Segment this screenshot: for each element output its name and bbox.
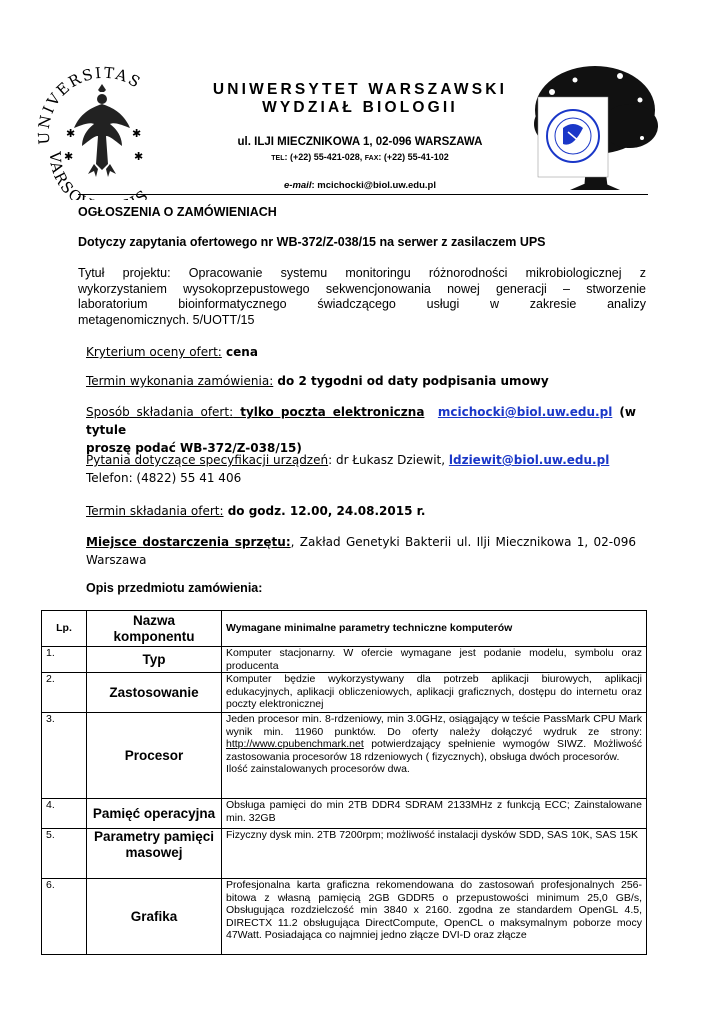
header-email: e-mail: mcichocki@biol.uw.edu.pl [284, 180, 436, 191]
table-header-row [42, 611, 647, 647]
component-desc: Jeden procesor min. 8-rdzeniowy, min 3.0GHz, osiągający w teście PassMark CPU Mark wynik min. 11960 punktów. Do oferty należy dołączyć wydruk ze strony: http://www.cpubenchmark.net potwierdzający spełnienie wymogów SIWZ. Możliwość zastosowania procesorów 18 rdzeniowych ( fizycznych), obsługa dwóch procesorów. Ilość zainstalowanych procesorów dwa. [222, 713, 647, 799]
university-name: UNIWERSYTET WARSZAWSKI [212, 81, 508, 98]
svg-text:✱: ✱ [66, 128, 76, 140]
component-desc: Obsługa pamięci do min 2TB DDR4 SDRAM 2133MHz z funkcją ECC; Zainstalowane min. 32GB [222, 799, 647, 829]
description-heading: Opis przedmiotu zamówienia: [86, 581, 263, 595]
university-seal [28, 52, 176, 200]
deadline-line: Termin wykonania zamówienia: do 2 tygodni od daty podpisania umowy [86, 374, 549, 388]
component-name: Grafika [87, 879, 222, 955]
tel-fax-line: TEL: (+22) 55-421-028, FAX: (+22) 55-41-102 [271, 152, 449, 162]
header-lp: Lp. [42, 611, 87, 647]
svg-text:✱: ✱ [132, 128, 142, 140]
header-divider [78, 194, 648, 195]
offer-deadline-line: Termin składania ofert: do godz. 12.00, 24.08.2015 r. [86, 504, 426, 518]
table-row: 3. Procesor Jeden procesor min. 8-rdzeniowy, min 3.0GHz, osiągający w teście PassMark CPU Mark wynik min. 11960 punktów. Do oferty należy dołączyć wydruk ze strony: http://www.cpubenchmark.net potwierdzający spełnienie wymogów SIWZ. Możliwość zastosowania procesorów 18 rdzeniowych ( fizycznych), obsługa dwóch procesorów. Ilość zainstalowanych procesorów dwa. [42, 713, 647, 799]
component-desc: Profesjonalna karta graficzna rekomendowana do zastosowań profesjonalnych 256-bitowa z własną pamięcią 2GB GDDR5 o przepustowości minimum 25,0 GB/s, Obsługująca rozdzielczość min 3840 x 2160. zgodna ze standardem OpenGL 4.5, DIRECTX 11.2 obsługująca DirectCompute, OpenCL o maksymalnym poborze mocy 47Watt. Posiadająca co najmniej jedno złącze DVI-D oraz złącze [222, 879, 647, 955]
seal-text-top: UNIVERSITAS [34, 63, 145, 146]
notice-heading: OGŁOSZENIA O ZAMÓWIENIACH [78, 205, 277, 219]
table-row: 5. Parametry pamięci masowej Fizyczny dysk min. 2TB 7200rpm; możliwość instalacji dysków SDD, SAS 10K, SAS 15K [42, 829, 647, 879]
criterion-line: Kryterium oceny ofert: cena [86, 345, 258, 359]
submission-email-link[interactable]: mcichocki@biol.uw.edu.pl [437, 405, 613, 419]
questions-email-link[interactable]: ldziewit@biol.uw.edu.pl [448, 453, 610, 467]
cpubenchmark-link[interactable]: http://www.cpubenchmark.net [226, 738, 364, 750]
table-row: 1. Typ Komputer stacjonarny. W ofercie wymagane jest podanie modelu, symbolu oraz producenta [42, 647, 647, 673]
component-name: Zastosowanie [87, 673, 222, 713]
component-desc: Komputer będzie wykorzystywany dla potrzeb aplikacji biurowych, aplikacji edukacyjnych, aplikacji obliczeniowych, aplikacji graficznych, dostępu do internetu oraz poczty elektronicznej [222, 673, 647, 713]
submission-line: Sposób składania ofert: tylko poczta elektroniczna mcichocki@biol.uw.edu.pl (w tytule proszę podać WB-372/Z-038/15) [86, 405, 636, 455]
questions-line: Pytania dotyczące specyfikacji urządzeń: dr Łukasz Dziewit, ldziewit@biol.uw.edu.pl Telefon: (4822) 55 41 406 [86, 453, 610, 485]
component-name: Pamięć operacyjna [87, 799, 222, 829]
phone: Telefon: (4822) 55 41 406 [86, 471, 242, 485]
header-component: Nazwa komponentu [87, 611, 222, 647]
component-desc: Fizyczny dysk min. 2TB 7200rpm; możliwość instalacji dysków SDD, SAS 10K, SAS 15K [222, 829, 647, 879]
component-name: Parametry pamięci masowej [87, 829, 222, 879]
spec-table [41, 610, 647, 955]
project-title: Tytuł projektu: Opracowanie systemu monitoringu różnorodności mikrobiologicznej z wykorzystaniem wysokoprzepustowego sekwencjonowania nowej generacji – stworzenie laboratorium bioinformatycznego świadczącego usługi w zakresie analizy metagenomicznych. 5/UOTT/15 [78, 266, 646, 327]
svg-text:✱: ✱ [134, 151, 144, 163]
table-row: 6. Grafika Profesjonalna karta graficzna rekomendowana do zastosowań profesjonalnych 256-bitowa z własną pamięcią 2GB GDDR5 o przepustowości minimum 25,0 GB/s, Obsługująca rozdzielczość min 3840 x 2160. zgodna ze standardem OpenGL 4.5, DIRECTX 11.2 obsługująca DirectCompute, OpenCL o maksymalnym poborze mocy 47Watt. Posiadająca co najmniej jedno złącze DVI-D oraz złącze [42, 879, 647, 955]
eagle-emblem [74, 84, 130, 177]
table-row: 2. Zastosowanie Komputer będzie wykorzystywany dla potrzeb aplikacji biurowych, aplikacji edukacyjnych, aplikacji obliczeniowych, aplikacji graficznych, dostępu do internetu oraz poczty elektronicznej [42, 673, 647, 713]
table-row: 4. Pamięć operacyjna Obsługa pamięci do min 2TB DDR4 SDRAM 2133MHz z funkcją ECC; Zainstalowane min. 32GB [42, 799, 647, 829]
delivery-line: Miejsce dostarczenia sprzętu:, Zakład Genetyki Bakterii ul. Ilji Miecznikowa 1, 02-096 Warszawa [86, 535, 636, 567]
notice-subject: Dotyczy zapytania ofertowego nr WB-372/Z-038/15 na serwer z zasilaczem UPS [78, 235, 546, 249]
component-name: Typ [87, 647, 222, 673]
seal-text-bottom: VARSO S [45, 151, 153, 200]
faculty-name: WYDZIAŁ BIOLOGII [262, 99, 458, 116]
svg-text:✱: ✱ [64, 151, 74, 163]
header-parameters: Wymagane minimalne parametry techniczne komputerów [222, 611, 647, 647]
address: ul. ILJI MIECZNIKOWA 1, 02-096 WARSZAWA [237, 136, 483, 148]
component-desc: Komputer stacjonarny. W ofercie wymagane jest podanie modelu, symbolu oraz producenta [222, 647, 647, 673]
component-name: Procesor [87, 713, 222, 799]
